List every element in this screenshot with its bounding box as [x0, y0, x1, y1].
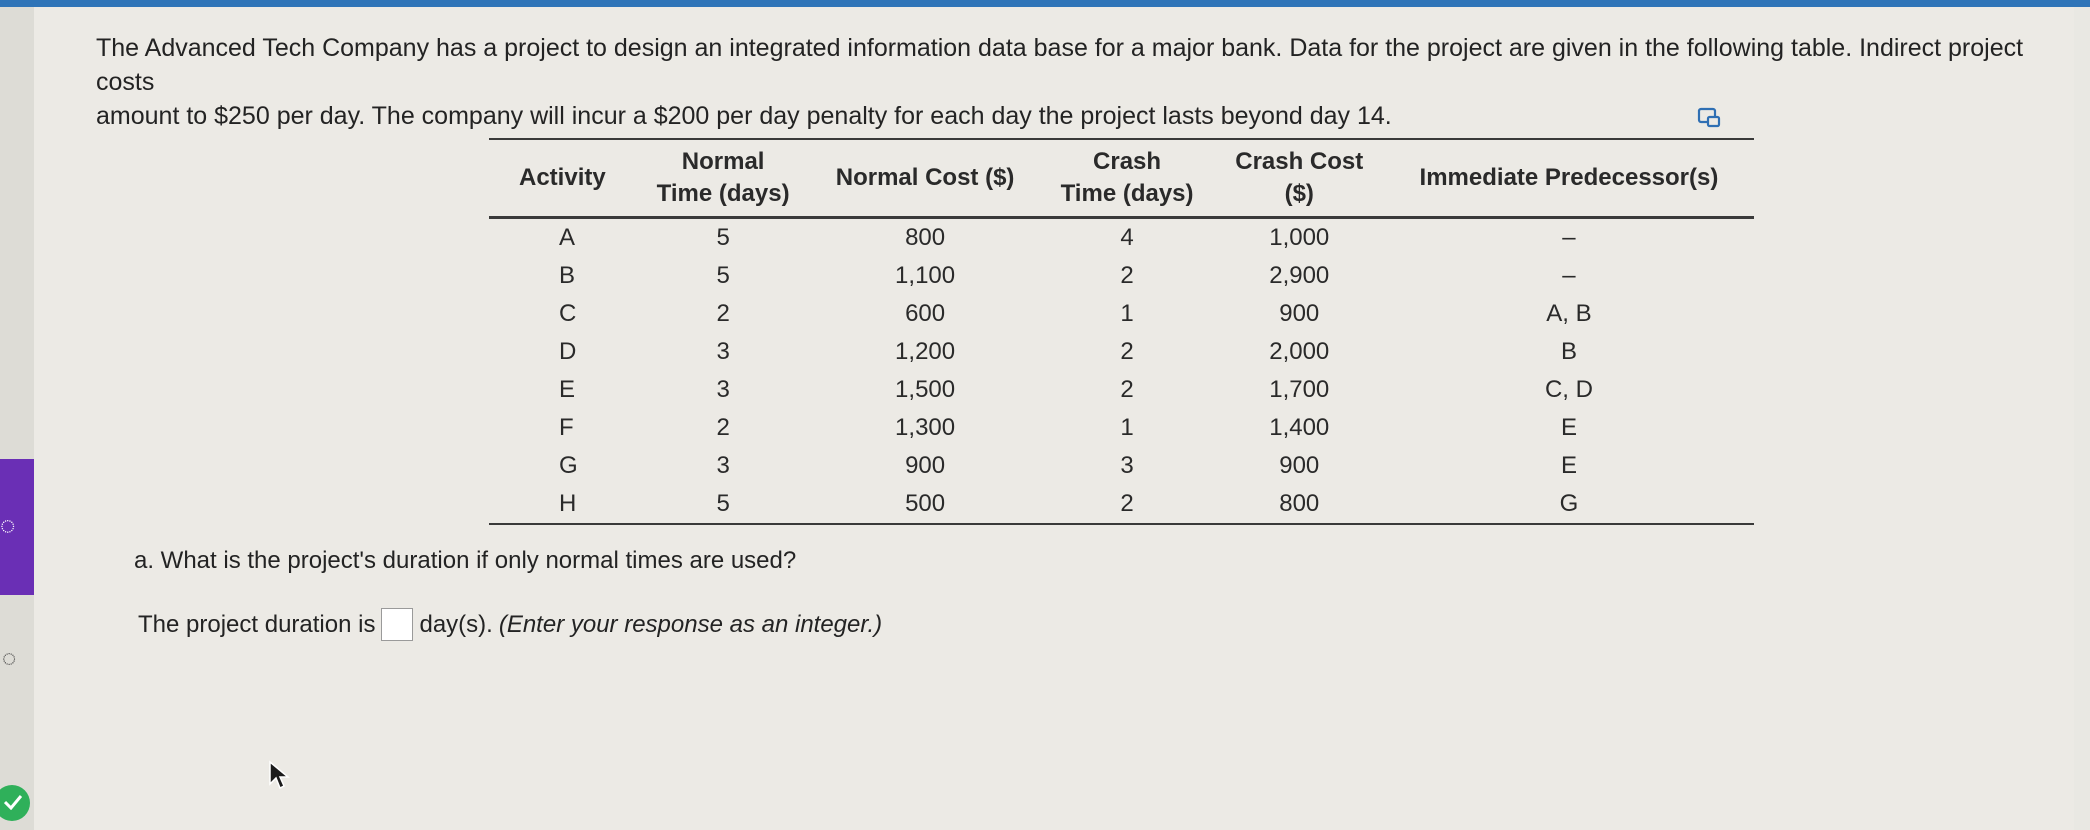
header-crash-time-line2: Time (days) [1060, 180, 1194, 207]
header-crash-cost [1215, 139, 1384, 218]
cell-crash-time: 1 [1120, 414, 1134, 441]
cell-activity: B [559, 262, 576, 289]
cell-normal-cost: 1,500 [895, 376, 956, 403]
cell-pred: E [1560, 414, 1577, 441]
header-crash-cost-line2: ($) [1284, 180, 1314, 207]
table-row [489, 218, 1754, 258]
answer-hint: (Enter your response as an integer.) [498, 610, 883, 638]
table-row [489, 295, 1754, 333]
cell-pred: – [1562, 262, 1576, 289]
cell-normal-cost: 1,300 [895, 414, 956, 441]
cell-normal-time: 2 [716, 414, 730, 441]
table-header-row [489, 139, 1754, 218]
cell-normal-time: 3 [716, 338, 730, 365]
header-predecessors: Immediate Predecessor(s) [1419, 164, 1719, 191]
cell-activity: D [559, 338, 577, 365]
question-nav-rail [0, 7, 34, 830]
cell-normal-cost: 1,200 [895, 338, 956, 365]
cell-crash-cost: 1,000 [1269, 224, 1330, 251]
cell-crash-time: 1 [1120, 300, 1134, 327]
cell-activity: A [559, 224, 576, 251]
question-line-2: amount to $250 per day. The company will incur a $200 per day penalty for each day the project lasts beyond day 14. [96, 102, 1392, 130]
table-row [489, 371, 1754, 409]
cell-activity: F [559, 414, 574, 441]
cell-normal-cost: 1,100 [895, 262, 956, 289]
cell-crash-cost: 800 [1279, 490, 1320, 517]
question-panel [34, 7, 2074, 830]
cell-pred: A, B [1546, 300, 1592, 327]
cell-crash-cost: 2,000 [1269, 338, 1330, 365]
header-activity: Activity [519, 164, 606, 191]
duration-answer-input[interactable] [381, 608, 413, 641]
cell-normal-time: 3 [716, 376, 730, 403]
cell-normal-cost: 500 [905, 490, 946, 517]
cell-crash-cost: 900 [1279, 300, 1320, 327]
header-crash-time-line1: Crash [1093, 148, 1162, 175]
cell-normal-time: 5 [716, 490, 730, 517]
header-crash-cost-line1: Crash Cost [1235, 148, 1364, 175]
header-normal-time-line2: Time (days) [656, 180, 790, 207]
table-row [489, 409, 1754, 447]
part-a-question: a. What is the project's duration if only normal times are used? [134, 547, 797, 574]
header-crash-time [1040, 139, 1215, 218]
cell-pred: B [1560, 338, 1577, 365]
cell-normal-cost: 600 [905, 300, 946, 327]
cell-normal-time: 5 [716, 224, 730, 251]
cell-normal-cost: 900 [905, 452, 946, 479]
cell-normal-time: 2 [716, 300, 730, 327]
header-normal-time [636, 139, 811, 218]
partial-circle-icon: ◌ [0, 510, 16, 540]
cell-activity: E [559, 376, 576, 403]
cell-crash-time: 2 [1120, 376, 1134, 403]
top-accent-bar [0, 0, 2090, 7]
project-data-table [489, 138, 1754, 525]
cell-normal-cost: 800 [905, 224, 946, 251]
cell-pred: – [1562, 224, 1576, 251]
cell-normal-time: 3 [716, 452, 730, 479]
popout-icon[interactable] [1696, 105, 1722, 131]
incomplete-circle-icon[interactable]: ◌ [2, 645, 17, 672]
cell-activity: G [559, 452, 578, 479]
cell-pred: C, D [1544, 376, 1593, 403]
cell-activity: H [559, 490, 577, 517]
check-circle-icon[interactable] [0, 785, 30, 821]
cell-crash-cost: 2,900 [1269, 262, 1330, 289]
question-line-1: The Advanced Tech Company has a project to design an integrated information data base for a major bank. Data for the project are given in the following table. Indirect project costs [96, 34, 2024, 96]
cell-crash-cost: 1,700 [1269, 376, 1330, 403]
cell-crash-time: 2 [1120, 490, 1134, 517]
mouse-pointer-icon [268, 760, 290, 795]
cell-crash-time: 2 [1120, 338, 1134, 365]
answer-prefix: The project duration is [138, 610, 376, 638]
table-row [489, 333, 1754, 371]
table-row [489, 485, 1754, 524]
cell-crash-cost: 900 [1279, 452, 1320, 479]
table-row [489, 257, 1754, 295]
cell-normal-time: 5 [716, 262, 730, 289]
answer-suffix: day(s). [419, 610, 493, 638]
cell-crash-cost: 1,400 [1269, 414, 1330, 441]
cell-crash-time: 4 [1120, 224, 1134, 251]
cell-pred: G [1559, 490, 1579, 517]
cell-pred: E [1560, 452, 1577, 479]
cell-crash-time: 2 [1120, 262, 1134, 289]
cell-activity: C [559, 300, 577, 327]
question-text [96, 31, 2086, 133]
cell-crash-time: 3 [1120, 452, 1134, 479]
header-normal-time-line1: Normal [681, 148, 765, 175]
table-row [489, 447, 1754, 485]
header-normal-cost: Normal Cost ($) [835, 164, 1015, 191]
answer-line [138, 608, 882, 641]
